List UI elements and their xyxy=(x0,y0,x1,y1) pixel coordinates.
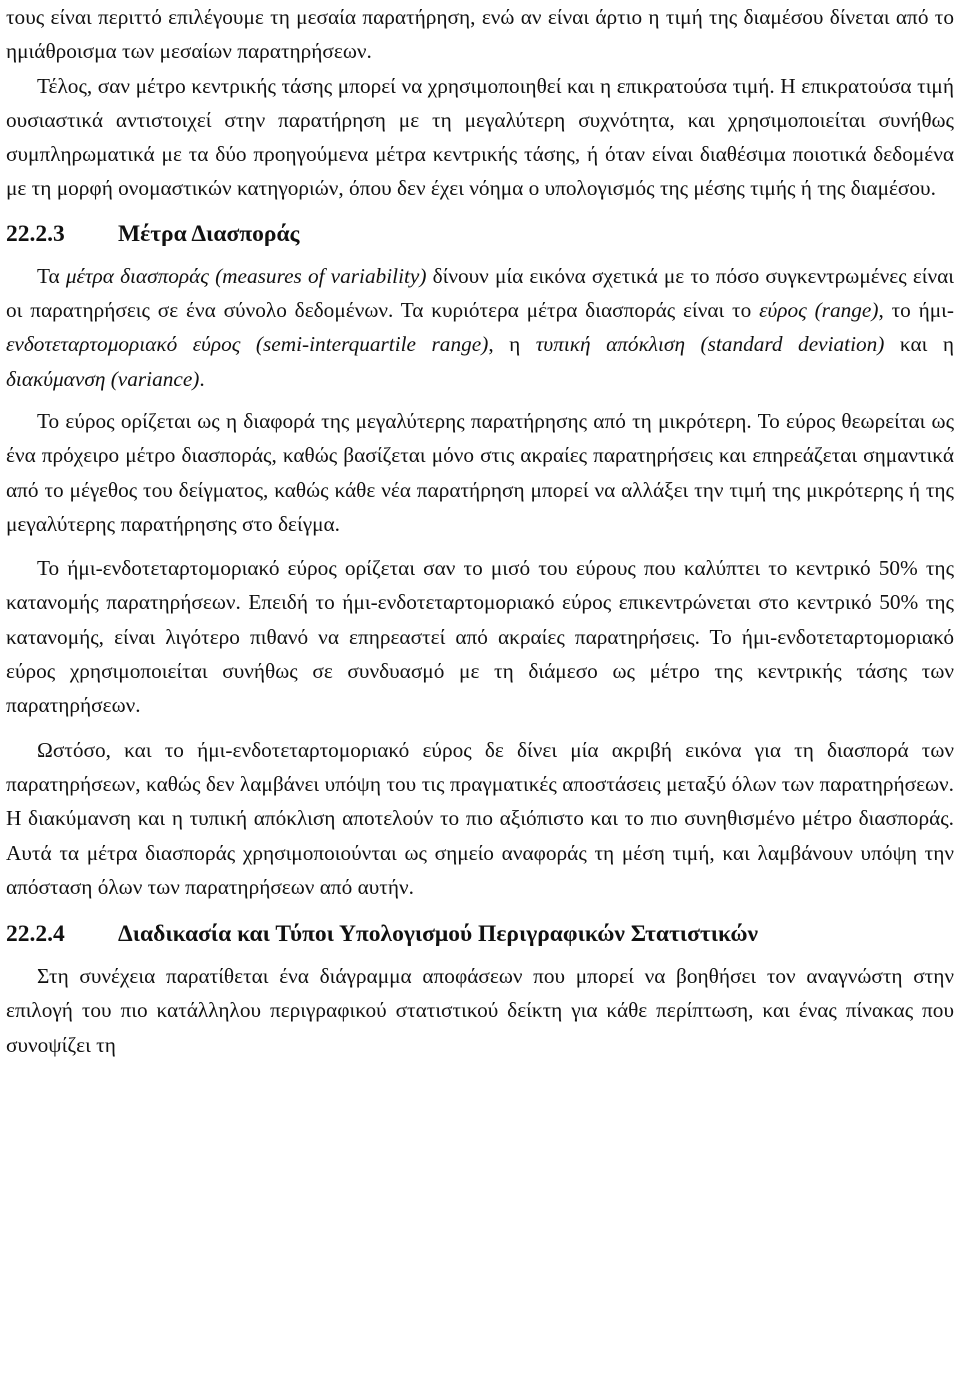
section-heading-procedure xyxy=(6,916,954,953)
term-range: εύρος (range) xyxy=(759,298,879,323)
paragraph-median-end: τους είναι περιττό επιλέγουμε τη μεσαία παρατήρηση, ενώ αν είναι άρτιο η τιμή της διαμέσου δίνεται από το ημιάθροισμα των μεσαίων παρατηρήσεων. xyxy=(6,5,954,64)
term-variance: διακύμανση (variance) xyxy=(6,366,200,391)
section-heading-dispersion xyxy=(6,216,954,253)
term-semi-interquartile-range: ενδοτεταρτομοριακό εύρος (semi-interquartile range) xyxy=(6,332,489,357)
paragraph-semi-interquartile: Το ήμι-ενδοτεταρτομοριακό εύρος ορίζεται σαν το μισό του εύρους που καλύπτει το κεντρικό 50% της κατανομής παρατηρήσεων. Επειδή το ήμι-ενδοτεταρτομοριακό εύρος επικεντρώνεται στο κεντρικό 50% της κατανομής, είναι λιγότερο πιθανό να επηρεαστεί από ακραίες παρατηρήσεις. Το ήμι-ενδοτεταρτομοριακό εύρος χρησιμοποιείται συνήθως σε συνδυασμό με τη διάμεσο ως μέτρο της κεντρικής τάσης των παρατηρήσεων. xyxy=(6,556,954,718)
section-title: Διαδικασία και Τύποι Υπολογισμού Περιγραφικών Στατιστικών xyxy=(118,921,759,948)
paragraph-range: Το εύρος ορίζεται ως η διαφορά της μεγαλύτερης παρατήρησης από τη μικρότερη. Το εύρος θεωρείται ως ένα πρόχειρο μέτρο διασποράς, καθώς βασίζεται μόνο στις ακραίες παρατηρήσεις και επηρεάζεται σημαντικά από το μέγεθος του δείγματος, καθώς κάθε νέα παρατήρηση μπορεί να αλλάξει την τιμή της μικρότερης ή της μεγαλύτερης παρατήρησης στο δείγμα. xyxy=(6,408,954,536)
paragraph-dispersion-measures: Τα μέτρα διασποράς (measures of variability) δίνουν μία εικόνα σχετικά με το πόσο συγκεντρωμένες είναι οι παρατηρήσεις σε ένα σύνολο δεδομένων. Τα κυριότερα μέτρα διασποράς είναι το εύρος (range), το ήμι-ενδοτεταρτομοριακό εύρος (semi-interquartile range), η τυπική απόκλιση (standard deviation) και η διακύμανση (variance). xyxy=(6,263,955,391)
paragraph-mode: Τέλος, σαν μέτρο κεντρικής τάσης μπορεί να χρησιμοποιηθεί και η επικρατούσα τιμή. Η επικρατούσα τιμή ουσιαστικά αντιστοιχεί στην παρατήρηση με τη μεγαλύτερη συχνότητα, και χρησιμοποιείται συνήθως συμπληρωματικά με τα δύο προηγούμενα μέτρα κεντρικής τάσης, ή όταν είναι διαθέσιμα ποιοτικά δεδομένα με τη μορφή ονομαστικών κατηγοριών, όπου δεν έχει νόημα ο υπολογισμός της μέσης τιμής ή της διαμέσου. xyxy=(6,73,954,201)
paragraph-decision-diagram: Στη συνέχεια παρατίθεται ένα διάγραμμα αποφάσεων που μπορεί να βοηθήσει τον αναγνώστη στην επιλογή του πιο κατάλληλου περιγραφικού στατιστικού δείκτη για κάθε περίπτωση, και ένας πίνακας που συνοψίζει τη xyxy=(6,964,954,1057)
section-title: Μέτρα Διασποράς xyxy=(118,220,300,247)
section-number: 22.2.4 xyxy=(6,921,65,948)
section-number: 22.2.3 xyxy=(6,220,65,247)
document-page xyxy=(6,0,954,1062)
term-measures-of-variability: μέτρα διασποράς (measures of variability) xyxy=(65,263,427,288)
term-standard-deviation: τυπική απόκλιση (standard deviation) xyxy=(535,332,885,357)
paragraph-variance-sd: Ωστόσο, και το ήμι-ενδοτεταρτομοριακό εύρος δε δίνει μία ακριβή εικόνα για τη διασπορά των παρατηρήσεων, καθώς δεν λαμβάνει υπόψη του τις πραγματικές αποστάσεις μεταξύ όλων των παρατηρήσεων. Η διακύμανση και η τυπική απόκλιση αποτελούν το πιο αξιόπιστο και το πιο συνηθισμένο μέτρο διασποράς. Αυτά τα μέτρα διασποράς χρησιμοποιούνται ως σημείο αναφοράς τη μέση τιμή, και λαμβάνουν υπόψη την απόσταση όλων των παρατηρήσεων από αυτήν. xyxy=(6,737,954,899)
